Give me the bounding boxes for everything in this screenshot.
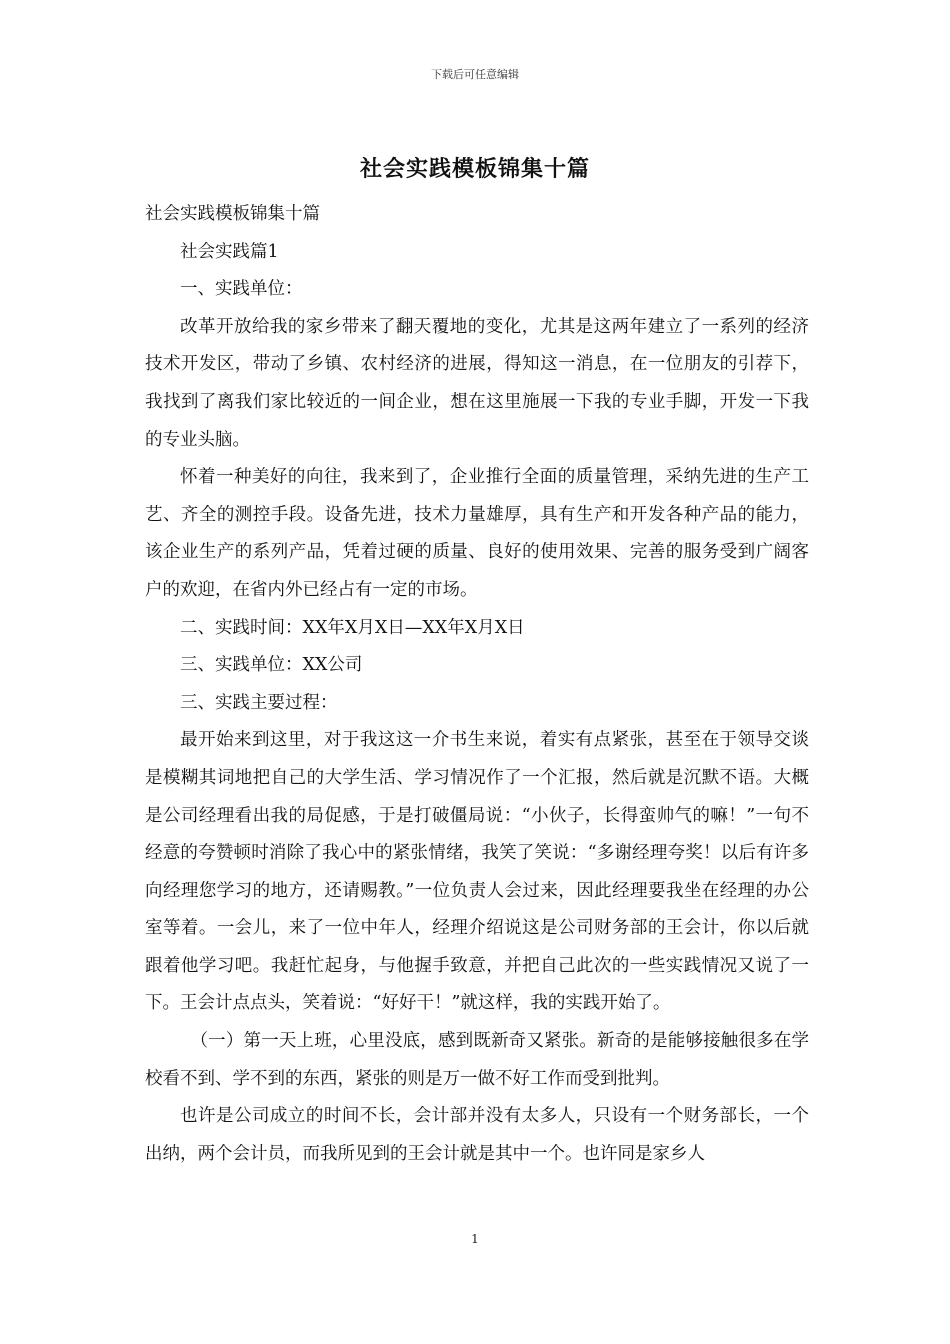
- paragraph: 三、实践主要过程：: [180, 692, 338, 713]
- paragraph: 改革开放给我的家乡带来了翻天覆地的变化，尤其是这两年建立了一系列的经济技术开发区，带动了乡镇、农村经济的进展，得知这一消息，在一位朋友的引荐下，我找到了离我们家比较近的一间企业，想在这里施展一下我的专业手脚，开发一下我的专业头脑。: [145, 316, 809, 450]
- document-subtitle: 社会实践模板锦集十篇: [145, 204, 320, 224]
- paragraph: 怀着一种美好的向往，我来到了，企业推行全面的质量管理，采纳先进的生产工艺、齐全的测控手段。设备先进，技术力量雄厚，具有生产和开发各种产品的能力，该企业生产的系列产品，凭着过硬的质量、良好的使用效果、完善的服务受到广阔客户的欢迎，在省内外已经占有一定的市场。: [145, 467, 809, 600]
- section-heading: 社会实践篇1: [180, 241, 279, 262]
- paragraph: 最开始来到这里，对于我这这一介书生来说，着实有点紧张，甚至在于领导交谈是模糊其词地把自己的大学生活、学习情况作了一个汇报，然后就是沉默不语。大概是公司经理看出我的局促感，于是打破僵局说：“小伙子，长得蛮帅气的嘛！”一句不经意的夸赞顿时消除了我心中的紧张情绪，我笑了笑说：“多谢经理夸奖！以后有许多向经理您学习的地方，还请赐教。”一位负责人会过来，因此经理要我坐在经理的办公室等着。一会儿，来了一位中年人，经理介绍说这是公司财务部的王会计，你以后就跟着他学习吧。我赶忙起身，与他握手致意，并把自己此次的一些实践情况又说了一下。王会计点点头，笑着说：“好好干！”就这样，我的实践开始了。: [145, 730, 809, 1014]
- document-title: 社会实践模板锦集十篇: [359, 156, 590, 182]
- paragraph: 也许是公司成立的时间不长，会计部并没有太多人，只设有一个财务部长，一个出纳，两个会计员，而我所见到的王会计就是其中一个。也许同是家乡人: [145, 1106, 809, 1164]
- page-number: 1: [471, 1232, 479, 1246]
- paragraph: 二、实践时间：XX年X月X日—XX年X月X日: [180, 617, 525, 638]
- paragraph: 三、实践单位：XX公司: [180, 655, 363, 676]
- paragraph: （一）第一天上班，心里没底，感到既新奇又紧张。新奇的是能够接触很多在学校看不到、学不到的东西，紧张的则是万一做不好工作而受到批判。: [145, 1031, 809, 1089]
- document-body: [145, 196, 809, 1173]
- paragraph: 一、实践单位：: [180, 279, 303, 300]
- header-note: 下载后可任意编辑: [431, 68, 519, 81]
